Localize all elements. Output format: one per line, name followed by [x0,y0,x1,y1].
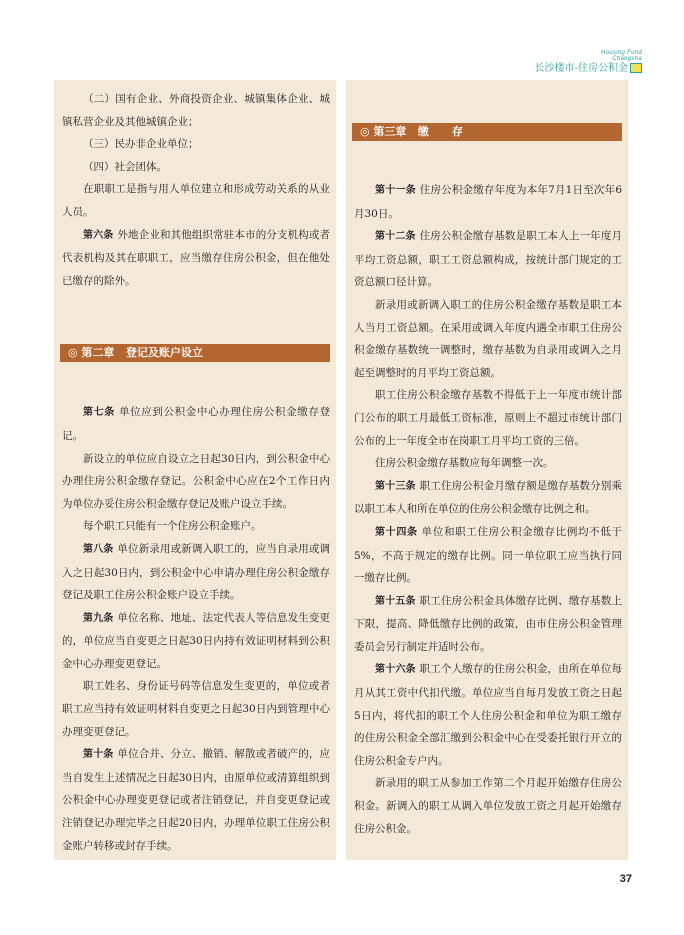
paragraph: 每个职工只能有一个住房公积金账户。 [83,520,262,533]
article-label: 第十一条 [375,185,416,196]
article-6 [62,224,330,293]
right-column [346,80,628,860]
article-text: 单位和职工住房公积金缴存比例均不低于5%，不高于规定的缴存比例。同一单位职工应当执行同一缴存比例。 [354,525,623,585]
article-8 [62,538,330,607]
page-number: 37 [619,873,632,885]
article-label: 第七条 [83,407,115,419]
article-14 [354,521,622,590]
article-text: 职工住房公积金月缴存额是缴存基数分别乘以职工本人和所在单位的住房公积金缴存比例之和。 [354,479,623,516]
paragraph: 新录用或新调入职工的住房公积金缴存基数是职工本人当月工资总额。在采用或调入年度内遇全市职工住房公积金缴存基数统一调整时，缴存基数为自录用或调入之月起至调整时的月平均工资总额。 [354,298,622,379]
article-text: 职工个人缴存的住房公积金，由所在单位每月从其工资中代扣代缴。单位应当自每月发放工资之日起5日内，将代扣的职工个人住房公积金和单位为职工缴存的住房公积金全部汇缴到公积金中心在受委托银行开立的住房公积金专户内。 [354,663,623,767]
paragraph: （四）社会团体。 [83,160,167,173]
paragraph: （三）民办非企业单位； [83,138,199,151]
article-text: 单位合并、分立、撤销、解散或者破产的，应当自发生上述情况之日起30日内，由原单位或清算组织到公积金中心办理变更登记或者注销登记，并自变更登记或注销登记办理完毕之日起20日内，办理单位职工住房公积金账户转移或封存手续。 [62,748,331,852]
article-16 [354,658,622,772]
logo-chinese-text: 长沙楼市-住房公积金 [534,63,628,74]
article-10 [62,743,330,857]
article-text: 住房公积金缴存年度为本年7月1日至次年6月30日。 [354,184,623,220]
logo-english-line-2: Changsha [612,56,642,62]
article-9 [62,607,330,676]
article-text: 单位新录用或新调入职工的，应当自录用或调入之日起30日内，到公积金中心申请办理住房公积金缴存登记及职工住房公积金账户设立手续。 [62,542,331,602]
article-text: 外地企业和其他组织常驻本市的分支机构或者代表机构及其在职职工，应当缴存住房公积金，但在他处已缴存的除外。 [62,228,331,287]
article-text: 单位名称、地址、法定代表人等信息发生变更的，单位应当自变更之日起30日内持有效证明材料到公积金中心办理变更登记。 [62,611,331,670]
article-label: 第六条 [83,229,114,241]
paragraph: 新设立的单位应自设立之日起30日内，到公积金中心办理住房公积金缴存登记。公积金中心应在2个工作日内为单位办妥住房公积金缴存登记及账户设立手续。 [62,452,330,510]
logo-english-line-1: Housing Fund [601,50,642,56]
paragraph: 在职职工是指与用人单位建立和形成劳动关系的从业人员。 [62,183,330,218]
article-text: 职工住房公积金具体缴存比例、缴存基数上下限，提高、降低缴存比例的政策，由市住房公积金管理委员会另行制定并适时公布。 [354,594,623,653]
article-13 [354,475,622,521]
chapter-3-heading: ◎ 第三章 缴 存 [352,123,622,141]
article-text: 单位应到公积金中心办理住房公积金缴存登记。 [62,406,331,442]
article-15 [354,590,622,659]
article-label: 第十三条 [375,480,416,492]
paragraph: 职工姓名、身份证号码等信息发生变更的，单位或者职工应当持有效证明材料自变更之日起30日内到管理中心办理变更登记。 [62,680,330,738]
article-label: 第十条 [83,749,114,761]
paragraph: 住房公积金缴存基数应每年调整一次。 [375,457,554,470]
paragraph: （二）国有企业、外商投资企业、城镇集体企业、城镇私营企业及其他城镇企业； [62,93,330,128]
paragraph: 职工住房公积金缴存基数不得低于上一年度市统计部门公布的职工月最低工资标准，原则上不超过市统计部门公布的上一年度全市在岗职工月平均工资的三倍。 [354,389,622,447]
article-label: 第十五条 [375,595,416,607]
article-label: 第九条 [83,612,114,624]
article-label: 第十四条 [375,526,418,538]
paragraph: 新录用的职工从参加工作第二个月起开始缴存住房公积金。新调入的职工从调入单位发放工资之月起开始缴存住房公积金。 [354,777,622,835]
flag-icon [630,63,642,73]
article-7 [62,401,330,447]
article-11 [354,179,622,225]
left-column [54,80,336,860]
article-label: 第十六条 [375,664,416,676]
logo-chinese-title [534,63,642,75]
publication-logo [534,50,642,75]
article-label: 第十二条 [375,231,416,243]
chapter-2-heading: ◎ 第二章 登记及账户设立 [60,344,330,362]
article-12 [354,225,622,294]
article-label: 第八条 [83,543,114,555]
article-text: 住房公积金缴存基数是职工本人上一年度月平均工资总额，职工工资总额构成，按统计部门规定的工资总额口径计算。 [354,230,623,289]
